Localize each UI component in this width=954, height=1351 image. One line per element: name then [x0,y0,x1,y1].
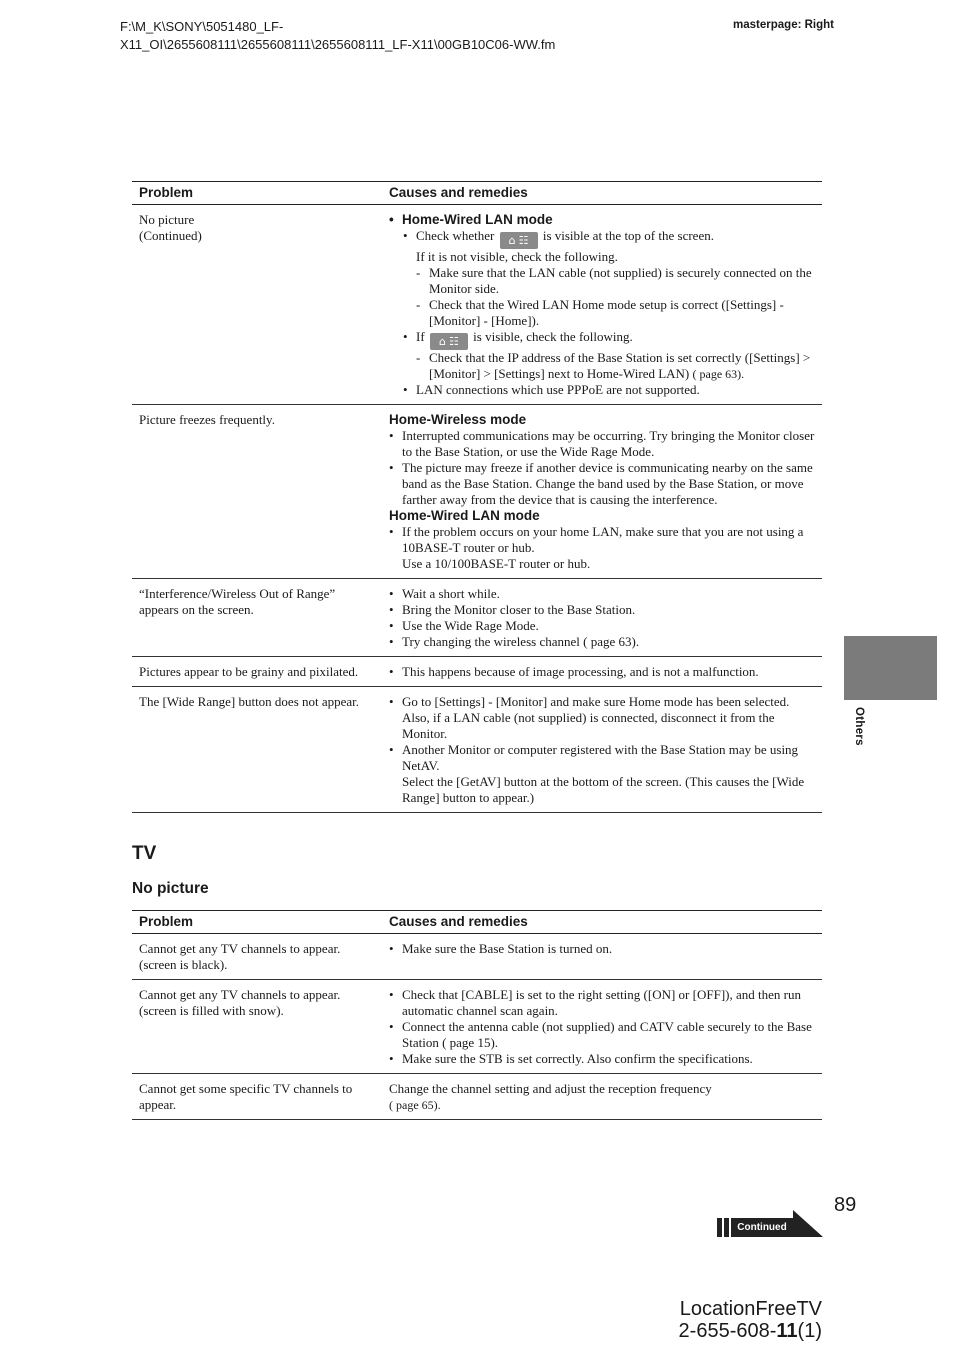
remedy-cell [382,687,822,813]
list-item: • Wait a short while. [389,586,815,602]
troubleshooting-table-tv [132,910,822,1120]
table-row [132,934,822,980]
file-path-line-1: F:\M_K\SONY\5051480_LF- [120,19,284,34]
remedy-cell [382,657,822,687]
problem-cell: Picture freezes frequently. [132,405,382,579]
home-network-icon: ⌂ ☷ [430,333,468,350]
table-row [132,579,822,657]
problem-cell: Cannot get any TV channels to appear. (screen is black). [132,934,382,980]
list-item: • This happens because of image processing, and is not a malfunction. [389,664,815,680]
list-item: • Check whether ⌂ ☷ is visible at the top of the screen. If it is not visible, check the following. - Make sure that the LAN cable (not supplied) is securely connected on the Monitor side. - Check that the Wired LAN Home mode setup is correct ([Settings] - [Monitor] - [Home]). [403,228,815,329]
problem-cell [132,205,382,405]
list-item: • Go to [Settings] - [Monitor] and make sure Home mode has been selected. Also, if a LAN cable (not supplied) is connected, disconnect it from the Monitor. [389,694,815,742]
list-item: • Connect the antenna cable (not supplied) and CATV cable securely to the Base Station ( page 15). [389,1019,815,1051]
table-row [132,205,822,405]
troubleshooting-table-network [132,181,822,813]
list-item: • Use the Wide Rage Mode. [389,618,815,634]
masterpage-label: masterpage: Right [733,19,834,31]
list-item: • If the problem occurs on your home LAN, make sure that you are not using a 10BASE-T router or hub. Use a 10/100BASE-T router or hub. [389,524,815,572]
page-reference: ( page 63). [692,367,745,381]
problem-text: No picture [139,212,195,227]
column-header-causes: Causes and remedies [382,911,822,934]
table-row [132,687,822,813]
list-item: - Check that the Wired LAN Home mode setup is correct ([Settings] - [Monitor] - [Home]). [416,297,815,329]
list-item: • Interrupted communications may be occurring. Try bringing the Monitor closer to the Base Station, or use the Wide Rage Mode. [389,428,815,460]
list-item: • Check that [CABLE] is set to the right setting ([ON] or [OFF]), and then run automatic channel scan again. [389,987,815,1019]
list-item: • Bring the Monitor closer to the Base Station. [389,602,815,618]
footer [679,1298,822,1342]
continued-bar [724,1218,729,1237]
remedy-cell [382,934,822,980]
problem-cell: Pictures appear to be grainy and pixilated. [132,657,382,687]
page-reference: ( page 65). [389,1098,441,1112]
list-item: - Check that the IP address of the Base Station is set correctly ([Settings] > [Monitor] > [Settings] next to Home-Wired LAN) ( page 63). [416,350,815,382]
problem-cell: “Interference/Wireless Out of Range” appears on the screen. [132,579,382,657]
problem-text-continued: (Continued) [139,228,202,243]
list-item: • Make sure the Base Station is turned on. [389,941,815,957]
page-number: 89 [834,1194,857,1216]
problem-cell: Cannot get any TV channels to appear. (screen is filled with snow). [132,980,382,1074]
list-item: • Make sure the STB is set correctly. Also confirm the specifications. [389,1051,815,1067]
list-item: • Another Monitor or computer registered with the Base Station may be using NetAV. Select the [GetAV] button at the bottom of the screen. (This causes the [Wide Range] button to appear.) [389,742,815,806]
problem-cell: The [Wide Range] button does not appear. [132,687,382,813]
problem-cell: Cannot get some specific TV channels to appear. [132,1074,382,1120]
remedy-cell [382,405,822,579]
mode-heading: Home-Wireless mode [389,412,527,427]
list-item: - Make sure that the LAN cable (not supplied) is securely connected on the Monitor side. [416,265,815,297]
list-item: • Try changing the wireless channel ( page 63). [389,634,815,650]
remedy-cell [382,579,822,657]
file-path [120,18,555,54]
table-row [132,1074,822,1120]
section-title: TV [132,843,157,864]
list-item: • LAN connections which use PPPoE are not supported. [403,382,815,398]
column-header-problem: Problem [132,182,382,205]
list-item: • If ⌂ ☷ is visible, check the following. - Check that the IP address of the Base Station is set correctly ([Settings] > [Monitor] > [Settings] next to Home-Wired LAN) ( page 63). [403,329,815,382]
remedy-cell: Change the channel setting and adjust the reception frequency ( page 65). [382,1074,822,1120]
file-path-line-2: X11_OI\2655608111\2655608111\2655608111_LF-X11\00GB10C06-WW.fm [120,37,556,52]
column-header-problem: Problem [132,911,382,934]
table-row [132,980,822,1074]
table-row [132,657,822,687]
mode-heading: • Home-Wired LAN mode [389,212,815,228]
table-header-row [132,182,822,205]
continued-label: Continued [731,1218,793,1237]
continued-bar [717,1218,722,1237]
section-tab [844,636,937,700]
continued-marker [717,1210,823,1238]
continued-arrow-icon [793,1210,823,1237]
mode-heading: Home-Wired LAN mode [389,508,540,523]
remedy-cell [382,205,822,405]
table-header-row [132,911,822,934]
column-header-causes: Causes and remedies [382,182,822,205]
table-row [132,405,822,579]
remedy-cell [382,980,822,1074]
home-network-icon: ⌂ ☷ [500,232,538,249]
section-tab-label: Others [853,707,865,746]
section-subtitle: No picture [132,880,209,897]
list-item: • The picture may freeze if another device is communicating nearby on the same band as the Base Station. Change the band used by the Base Station, or move farther away from the device that is causing the interference. [389,460,815,508]
product-name: LocationFreeTV [679,1298,822,1320]
document-code: 2-655-608-11(1) [678,1320,822,1342]
